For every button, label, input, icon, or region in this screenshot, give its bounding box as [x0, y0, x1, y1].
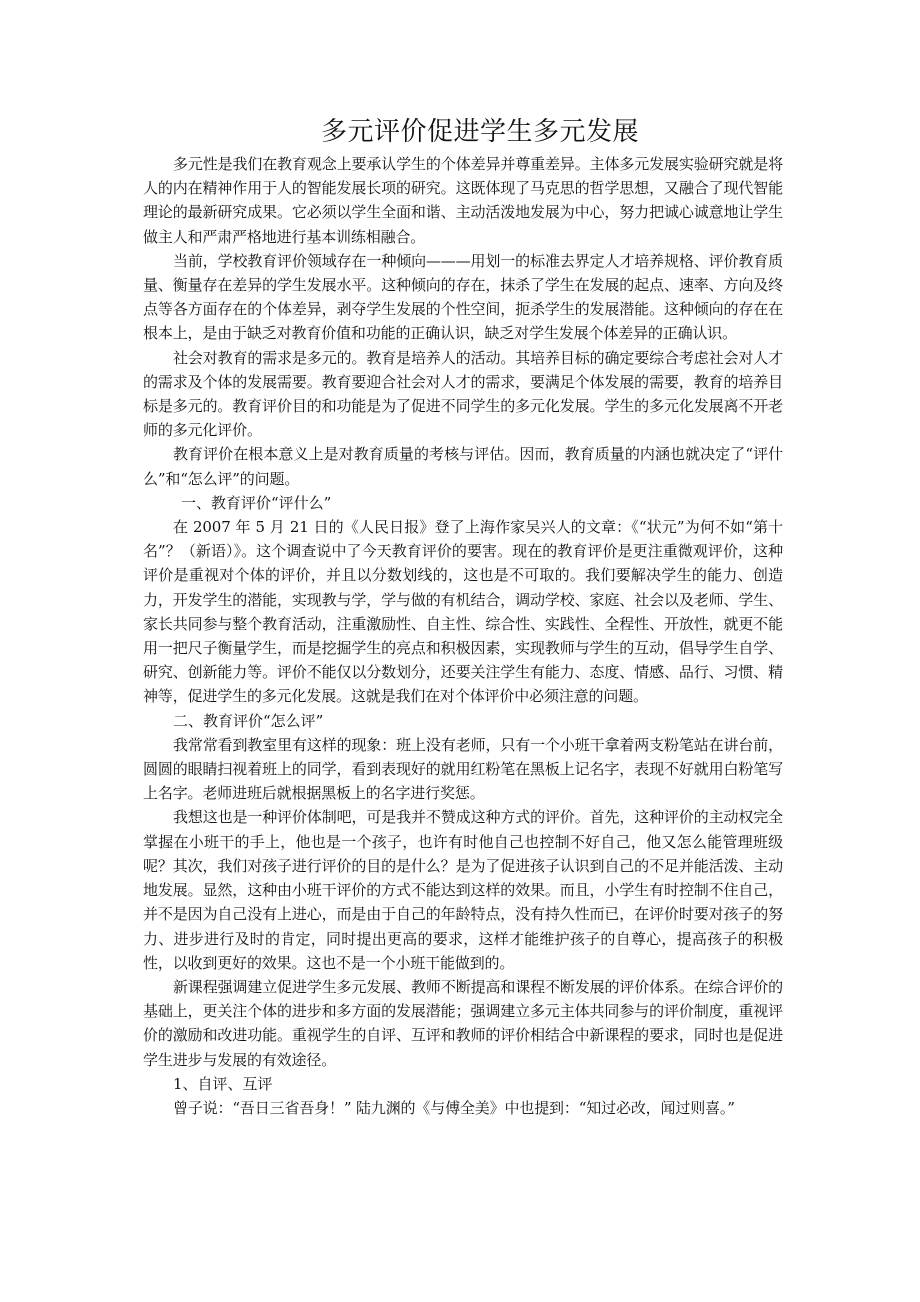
body-paragraph: 教育评价在根本意义上是对教育质量的考核与评估。因而，教育质量的内涵也就决定了“评什么”和“怎么评”的问题。 — [143, 445, 783, 488]
document-page — [143, 112, 783, 1120]
body-paragraph: 新课程强调建立促进学生多元发展、教师不断提高和课程不断发展的评价体系。在综合评价的基础上，更关注个体的进步和多方面的发展潜能；强调建立多元主体共同参与的评价制度，重视评价的激励和改进功能。重视学生的自评、互评和教师的评价相结合中新课程的要求，同时也是促进学生进步与发展的有效途径。 — [143, 977, 783, 1069]
body-paragraph: 当前，学校教育评价领域存在一种倾向———用划一的标准去界定人才培养规格、评价教育质量、衡量存在差异的学生发展水平。这种倾向的存在，抹杀了学生在发展的起点、速率、方向及终点等各方面存在的个体差异，剥夺学生发展的个性空间，扼杀学生的发展潜能。这种倾向的存在在根本上，是由于缺乏对教育价值和功能的正确认识，缺乏对学生发展个体差异的正确认识。 — [143, 251, 783, 343]
body-paragraph: 多元性是我们在教育观念上要承认学生的个体差异并尊重差异。主体多元发展实验研究就是将人的内在精神作用于人的智能发展长项的研究。这既体现了马克思的哲学思想，又融合了现代智能理论的最新研究成果。它必须以学生全面和谐、主动活泼地发展为中心，努力把诚心诚意地让学生做主人和严肃严格地进行基本训练相融合。 — [143, 155, 783, 246]
section-heading-3: 1、自评、互评 — [173, 1074, 273, 1093]
section-heading-1: 一、教育评价“评什么” — [181, 493, 332, 512]
section-heading-2: 二、教育评价“怎么评” — [173, 711, 324, 730]
body-paragraph: 我常常看到教室里有这样的现象：班上没有老师，只有一个小班干拿着两支粉笔站在讲台前，圆圆的眼睛扫视着班上的同学，看到表现好的就用红粉笔在黑板上记名字，表现不好就用白粉笔写上名字。老师进班后就根据黑板上的名字进行奖惩。 — [143, 735, 783, 803]
body-paragraph: 社会对教育的需求是多元的。教育是培养人的活动。其培养目标的确定要综合考虑社会对人才的需求及个体的发展需要。教育要迎合社会对人才的需求，要满足个体发展的需要，教育的培养目标是多元的。教育评价目的和功能是为了促进不同学生的多元化发展。学生的多元化发展离不开老师的多元化评价。 — [143, 348, 783, 440]
body-paragraph: 曾子说：“吾日三省吾身！” 陆九渊的《与傅全美》中也提到：“知过必改，闻过则喜。” — [173, 1098, 735, 1117]
body-paragraph: 在 2007 年 5 月 21 日的《人民日报》登了上海作家吴兴人的文章：《“状元”为何不如“第十名”？（新语）》。这个调查说中了今天教育评价的要害。现在的教育评价是更注重微观评价，这种评价是重视对个体的评价，并且以分数划线的，这也是不可取的。我们要解决学生的能力、创造力，开发学生的潜能，实现教与学，学与做的有机结合，调动学校、家庭、社会以及老师、学生、家长共同参与整个教育活动，注重激励性、自主性、综合性、实践性、全程性、开放性，就更不能用一把尺子衡量学生，而是挖掘学生的亮点和积极因素，实现教师与学生的互动，倡导学生自学、研究、创新能力等。评价不能仅以分数划分，还要关注学生有能力、态度、情感、品行、习惯、精神等，促进学生的多元化发展。这就是我们在对个体评价中必须注意的问题。 — [143, 518, 783, 706]
document-title: 多元评价促进学生多元发展 — [320, 117, 639, 147]
body-paragraph: 我想这也是一种评价体制吧，可是我并不赞成这种方式的评价。首先，这种评价的主动权完全掌握在小班干的手上，他也是一个孩子，也许有时他自己也控制不好自己，他又怎么能管理班级呢？其次，我们对孩子进行评价的目的是什么？是为了促进孩子认识到自己的不足并能活泼、主动地发展。显然，这种由小班干评价的方式不能达到这样的效果。而且，小学生有时控制不住自己，并不是因为自己没有上进心，而是由于自己的年龄特点，没有持久性而已，在评价时要对孩子的努力、进步进行及时的肯定，同时提出更高的要求，这样才能维护孩子的自尊心，提高孩子的积极性，以收到更好的效果。这也不是一个小班干能做到的。 — [143, 808, 783, 972]
